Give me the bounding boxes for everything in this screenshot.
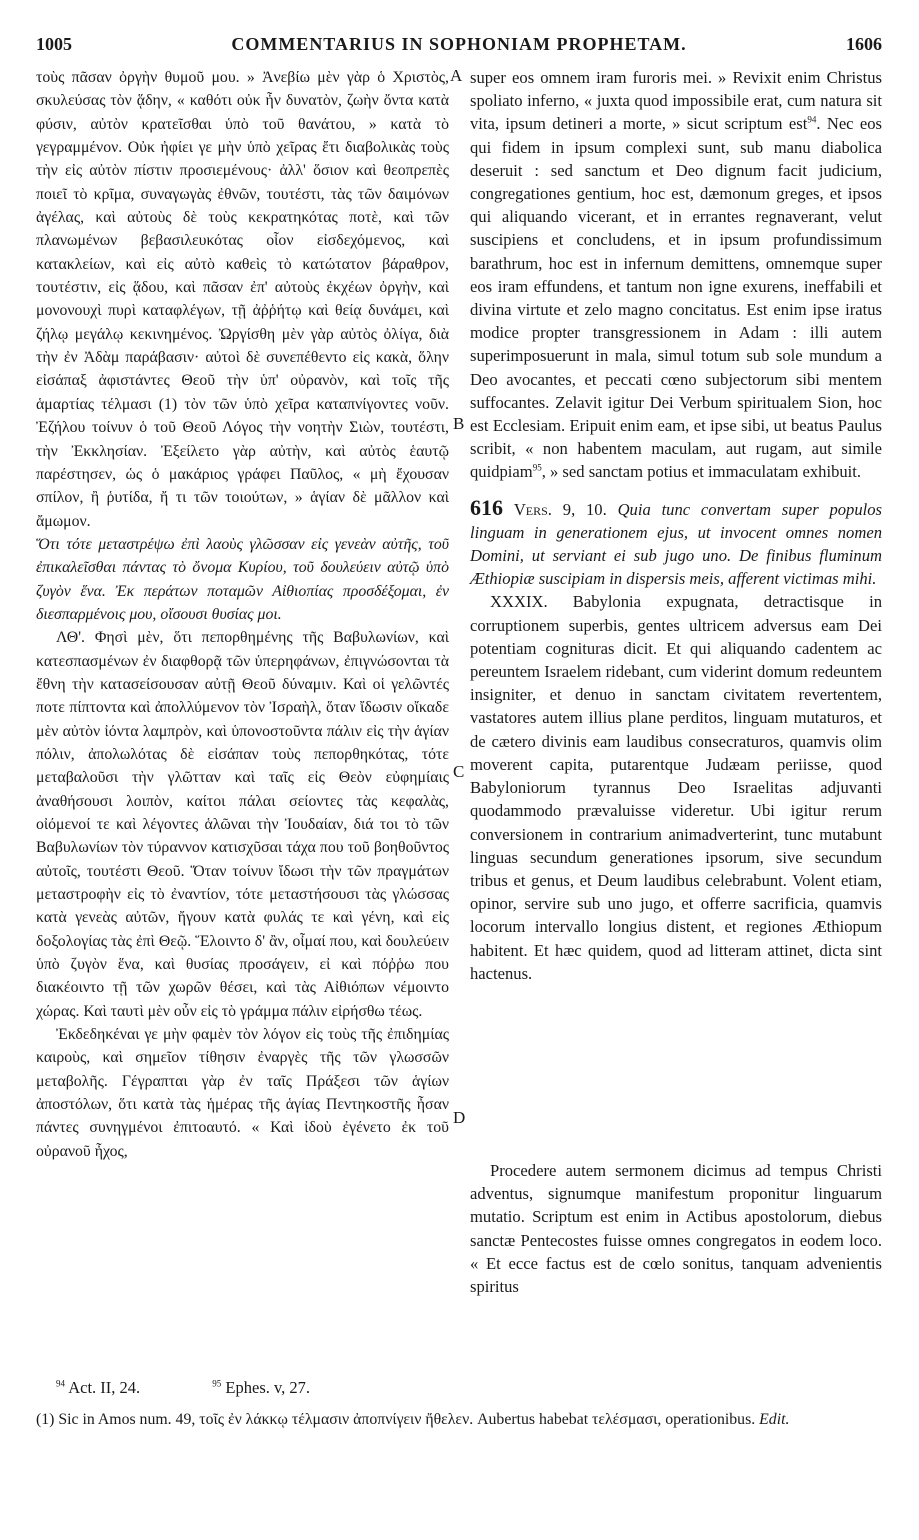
greek-verse: Ὅτι τότε μεταστρέψω ἐπὶ λαοὺς γλῶσσαν εἰς γενεὰν αὐτῆς, τοῦ ἐπικαλεῖσθαι πάντας τὸ ὄνομα Κυρίου, τοῦ δουλεύειν αὐτῷ ὑπὸ ζυγὸν ἕνα. Ἐκ περάτων ποταμῶν Αἰθιοπίας προσδέξομαι, ἐν διεσπαρμένοις μου, οἴσουσι θυσίας μοι. [36, 535, 449, 623]
page-header [36, 34, 882, 60]
latin-column [470, 66, 882, 1298]
greek-paragraph-3: Ἐκδεδηκέναι γε μὴν φαμὲν τὸν λόγον εἰς τοὺς τῆς ἐπιδημίας καιροὺς, καὶ σημεῖον τίθησιν ἐναργὲς τῆς τῶν γλωσσῶν μεταβολῆς. Γέγραπται γὰρ ἐν ταῖς Πράξεσι τῶν ἁγίων ἀποστόλων, ὅτι κατὰ τὰς ἡμέρας τῆς ἁγίας Πεντηκοστῆς ἦσαν πάντες συνηγμένοι ἐπιτοαυτό. « Καὶ ἰδοὺ ἐγένετο ἐκ τοῦ οὐρανοῦ ἦχος, [36, 1026, 449, 1160]
latin-paragraph-3: Procedere autem sermonem dicimus ad tempus Christi adventus, signumque manifestum proponitur linguarum mutatio. Scriptum est enim in Actibus apostolorum, diebus sanctæ Pentecostes fuisse omnes congregatos in eodem loco. « Et ecce factus est de cœlo sonitus, tanquam advenientis spiritus [470, 1160, 882, 1296]
greek-paragraph-2: ΛΘ'. Φησὶ μὲν, ὅτι πεπορθημένης τῆς Βαβυλωνίων, καὶ κατεσπασμένων ἐν διαφθορᾷ τῶν ὑπερηφάνων, ἐπιγνώσονται τὰ ἔθνη τὴν κατασείσουσαν αὐτῇ Θεοῦ δύναμιν. Καὶ οἱ γελῶντές ποτε πίπτοντα καὶ ἀπολλύμενον τὸν Ἰσραὴλ, ὅταν ἴδωσιν οἴκαδε μὲν αὐτὸν ἰόντα λαμπρὸν, καὶ ὑπονοστοῦντα πάλιν εἰς τὴν ἁγίαν πόλιν, ἀπολωλότας δὲ εἰσάπαν τοὺς πεπορθηκότας, τότε μεταβαλοῦσι τὴν γλῶτταν καὶ ταῖς εἰς Θεὸν εὐφημίαις ἀναθήσουσι λοιπὸν, καίτοι πάλαι σείοντες τὰς κεφαλὰς, οἰόμενοί τε καὶ λέγοντες ἁλῶναι τὴν Ἰουδαίαν, διά τοι τὸ τῶν Βαβυλωνίων τὸν τύραννον κατισχῦσαι τάχα που τοῦ βοηθοῦντος αὐτοῖς, τουτέστι Θεοῦ. Ὅταν τοίνυν ἴδωσι τὴν τῶν πραγμάτων μεταστροφὴν εἰς τὸ ἐναντίον, τότε μεταστήσουσι τὰς γλώσσας κατὰ γενεὰς αὐτῶν, ἤγουν κατὰ φυλάς τε καὶ γένη, καὶ εἰς δοξολογίας τὰς ἐπὶ Θεῷ. Ἕλοιντο δ' ἂν, οἶμαί που, καὶ δουλεύειν ὑπὸ ζυγὸν ἕνα, καὶ θυσίας προσάγειν, εἰ καὶ πόῤῥω που διακέοιντο τῇ τῶν χωρῶν θέσει, καὶ τὰς Αἰθιόπων νέμοιντο χώρας. Καὶ ταυτὶ μὲν οὖν εἰς τὸ γράμμα πάλιν εἰρήσθω τέως. [36, 629, 449, 1020]
margin-letter-b: B [453, 414, 465, 433]
page-number-left: 1005 [36, 34, 72, 54]
latin-paragraph-1 [470, 66, 882, 484]
footnote-references [56, 1378, 378, 1398]
verse-label: Vers. [513, 499, 552, 519]
note-ref-94: 94 [807, 114, 817, 125]
margin-letter-a: A [450, 66, 463, 85]
latin-paragraph-2: XXXIX. Babylonia expugnata, detractisque in corruptionem superbis, gentes ultricem adversus eam Dei potentiam cognituras dicit. Et qui aliquando cadentem ac pereuntem Israelem ridebant, cum viderint domum redeuntem insigniter, et denuo in sanctam civitatem revertentem, vastatores autem illius plane perditos, linguam mutaturos, et de cætero divinis eam laudibus consecraturos, quamvis olim moverent capita, putarentque Judæam periisse, quod Babyloniorum tyrannus Deo Israelitas adjuvanti quodammodo prævaluisse videretur. Ubi igitur rerum conversionem in contrarium animadverterint, tunc mutabunt linguas secundum generationes ipsorum, sive secundum tribus et genus, et Deum laudibus celebrabunt. Volent etiam, opinor, servire sub uno jugo, et offerre sacrificia, quamvis locorum intervallo longius distent, et regiones Æthiopum habitent. Et hæc quidem, quod ad litteram attinet, dicta sint hactenus. [470, 592, 882, 983]
editor-note-sign: Edit. [759, 1411, 790, 1428]
footnote-94-number: 94 [56, 1378, 65, 1389]
footnote-95 [212, 1378, 344, 1397]
latin-text-1a: super eos omnem iram furoris mei. » Revixit enim Christus spoliato inferno, « juxta quod impossibile erat, cum natura sit vita, ipsum detineri a morte, » sicut scriptum est [470, 68, 882, 134]
latin-text-1b: . Nec eos qui fidem in ipsum complexi sunt, sub manu diabolica deseruit : sed sanctum et Deo dignum facit judicium, congregationes gentium, hoc est, dæmonum greges, et ipsos qui aliquando vicerant, et in errantes regnaverant, velut suscipiens et concludens, et in ipsum profundissimum barathrum, hoc est in infernum demittens, omnemque super eos iram effundens, et tantum non igne exurens, ineffabili et divina virtute et zelo magno concitatus. Est enim ipse iratus modice propter transgressionem in Adam : illi autem superimposuerunt in mala, simul totum sub sole mundum a Deo avocantes, et peccati cœno subjectorum sibi mentem suffocantes. Zelavit igitur Dei Verbum spiritualem Sion, hoc est Ecclesiam. Eripuit enim eam, et ipse sibi, ut beatus Paulus scribit, « non habentem maculam, aut rugam, aut simile quidpiam [470, 114, 883, 482]
latin-text-1c: , » sed sanctam potius et immaculatam exhibuit. [541, 462, 862, 482]
margin-letter-d: D [453, 1108, 466, 1127]
latin-verse [470, 496, 882, 591]
spacer [470, 484, 882, 496]
editor-note-text: (1) Sic in Amos num. 49, τοῖς ἐν λάκκῳ τέλμασιν ἀποπνίγειν ἤθελεν. Aubertus habebat τελέσμασι, operationibus. [36, 1411, 756, 1428]
footnote-95-text: Ephes. v, 27. [225, 1378, 311, 1397]
verse-text: Quia tunc convertam super populos linguam in generationem ejus, ut invocent omnes nomen Domini, ut serviant ei sub jugo uno. De finibus fluminum Æthiopiæ suscipiam in dispersis meis, afferent victimas mihi. [470, 499, 883, 589]
margin-letter-c: C [453, 762, 465, 781]
footnote-94-text: Act. II, 24. [68, 1378, 141, 1397]
column-number: 616 [470, 494, 503, 520]
note-ref-95: 95 [532, 462, 542, 473]
footnote-95-number: 95 [212, 1378, 222, 1389]
running-title: COMMENTARIUS IN SOPHONIAM PROPHETAM. [231, 34, 687, 54]
spacer [470, 985, 882, 1159]
verse-reference: 9, 10. [562, 499, 607, 519]
greek-paragraph-1: τοὺς πᾶσαν ὀργὴν θυμοῦ μου. » Ἀνεβίω μὲν γὰρ ὁ Χριστὸς, σκυλεύσας τὸν ᾅδην, « καθότι οὐκ ἦν δυνατὸν, ζωὴν ὄντα κατὰ φύσιν, αὐτὸν κρατεῖσθαι ὑπὸ τοῦ θανάτου, » κατὰ τὸ γεγραμμένον. Οὐκ ἠφίει γε μὴν ὑπὸ χεῖρας ἔτι διαβολικὰς τοὺς τὴν εἰς αὐτὸν πίστιν προσιεμένους· ἀλλ' ὅσιον καὶ θεοπρεπὲς ποιεῖ τὸ κρῖμα, συναγωγὰς ἐθνῶν, τουτέστι, τὰς τῶν δαιμόνων ἀγέλας, καὶ αὐτοὺς δὲ τοὺς κεκρατηκότας ποτὲ, καὶ τῶν πλανωμένων βεβασιλευκότας οἷον εἰσδεχόμενος, καὶ κατακλείων, καὶ εἰς αὐτὸ καθεὶς τὸ κατώτατον βάραθρον, τουτέστιν, εἰς ᾅδου, καὶ πᾶσαν ἐπ' αὐτοὺς ἐκχέων ὀργὴν, καὶ μονονουχὶ πυρὶ καταφλέγων, τῇ ἀῤῥήτῳ καὶ θείᾳ δυνάμει, καὶ ζήλῳ μεγάλῳ κεκινημένος. Ὠργίσθη μὲν γὰρ αὐτὸς ὀλίγα, διὰ τὴν ἐν Ἀδὰμ παράβασιν· αὐτοὶ δὲ συνεπέθεντο εἰς κακὰ, ὅλην εἰσάπαξ ἀφιστάντες Θεοῦ τὴν ὑπ' οὐρανὸν, καὶ τοῖς τῆς ἁμαρτίας τέλμασι (1) τὸν τῶν ὑπὸ χεῖρα καταπνίγοντες νοῦν. Ἐζήλου τοίνυν ὁ τοῦ Θεοῦ Λόγος τὴν νοητὴν Σιὼν, τουτέστι, τὴν Ἐκκλησίαν. Ἐξείλετο γὰρ αὐτὴν, καὶ αὐτὸς ἑαυτῷ παρέστησεν, ὡς ὁ μακάριος γράφει Παῦλος, « μὴ ἔχουσαν σπίλον, ἢ ῥυτίδα, ἤ τι τῶν τοιούτων, » ἁγίαν δὲ μᾶλλον καὶ ἄμωμον. [36, 69, 449, 530]
footnote-94 [56, 1378, 174, 1397]
page-number-right: 1606 [846, 34, 882, 54]
editor-note [36, 1410, 882, 1430]
greek-column [36, 66, 449, 1163]
